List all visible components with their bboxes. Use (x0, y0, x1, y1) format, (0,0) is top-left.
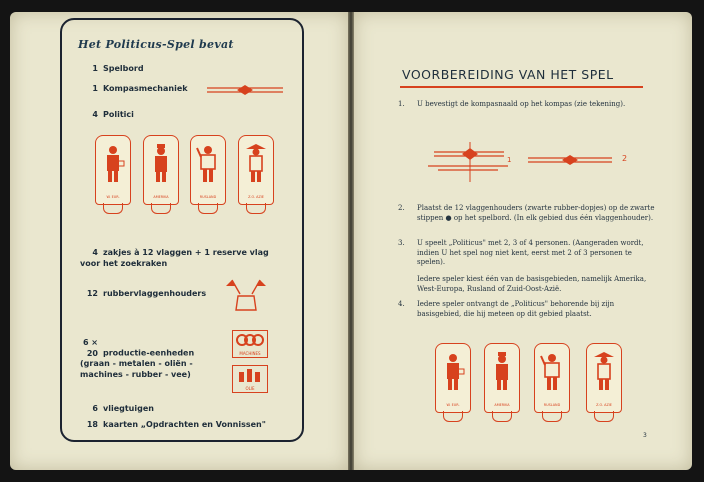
politician-figure-icon (490, 352, 514, 392)
step-2: 2. Plaatst de 12 vlaggenhouders (zwarte rubber-dopjes) op de zwarte stippen ● op het spelbord. (In elk gebied dus één vlaggenhouder). (398, 204, 655, 222)
item-spelbord: 1 Spelbord (92, 64, 144, 73)
contents-title: Het Politicus-Spel bevat (78, 38, 234, 51)
step-3: 3. U speelt „Politicus" met 2, 3 of 4 personen. (Aangeraden wordt, indien U het spel nog niet kent, eerst met 2 of 3 personen te spelen). (398, 239, 644, 267)
diagram-label-1: 1 (507, 156, 512, 164)
machines-token-icon: MACHINES (232, 330, 268, 358)
figure-stand (542, 411, 562, 422)
politician-card-america: AMERIKA (143, 135, 179, 205)
figure-stand (198, 203, 218, 214)
politician-card-southeast-asia: Z.O. AZIE (586, 343, 622, 413)
flag-holder-icon (226, 276, 266, 314)
politician-card-america: AMERIKA (484, 343, 520, 413)
figure-stand (151, 203, 171, 214)
politician-card-russia: RUSLAND (534, 343, 570, 413)
section-title: VOORBEREIDING VAN HET SPEL (402, 67, 614, 82)
compass-needle-icon (205, 84, 285, 96)
politician-figure-icon (540, 352, 564, 392)
politician-card-russia: RUSLAND (190, 135, 226, 205)
politician-figure-icon (101, 144, 125, 184)
figure-stand (594, 411, 614, 422)
compass-assembly-diagram (428, 142, 628, 184)
politician-card-west-europe: W. EUR. (435, 343, 471, 413)
politician-card-southeast-asia: Z.O. AZIE (238, 135, 274, 205)
politician-figure-icon (441, 352, 465, 392)
figure-stand (443, 411, 463, 422)
politician-figure-icon (592, 352, 616, 392)
item-kaarten: 18 kaarten „Opdrachten en Vonnissen" (86, 420, 266, 429)
diagram-label-2: 2 (622, 154, 628, 163)
item-rubbervlaggenhouders: 12 rubbervlaggenhouders (86, 289, 207, 298)
page-number: 3 (643, 432, 647, 439)
step-4: 4. Iedere speler ontvangt de „Politicus" behorende bij zijn basisgebied, die hij meteen op dit gebied plaatst. (398, 300, 615, 318)
item-vliegtuigen: 6 vliegtuigen (92, 404, 154, 413)
politician-card-west-europe: W. EUR. (95, 135, 131, 205)
politician-figure-icon (196, 144, 220, 184)
politician-figure-icon (244, 144, 268, 184)
item-kompas: 1 Kompasmechaniek (92, 84, 188, 93)
step-1: 1. U bevestigt de kompasnaald op het kompas (zie tekening). (398, 100, 626, 108)
item-zakjes: 4 zakjes à 12 vlaggen + 1 reserve vlag voor het zoekraken (80, 248, 269, 268)
figure-stand (246, 203, 266, 214)
item-productie-eenheden: 6 × 20 productie-eenheden (graan - metalen - oliën - machines - rubber - vee) (80, 338, 195, 379)
politician-figure-icon (149, 144, 173, 184)
item-politici: 4 Politici (92, 110, 134, 119)
title-underline (400, 86, 643, 88)
figure-stand (492, 411, 512, 422)
olie-token-icon: OLIE (232, 365, 268, 393)
step-3-note: Iedere speler kiest één van de basisgebieden, namelijk Amerika, West-Europa, Rusland of Zuid-Oost-Azië. (417, 275, 647, 293)
figure-stand (103, 203, 123, 214)
